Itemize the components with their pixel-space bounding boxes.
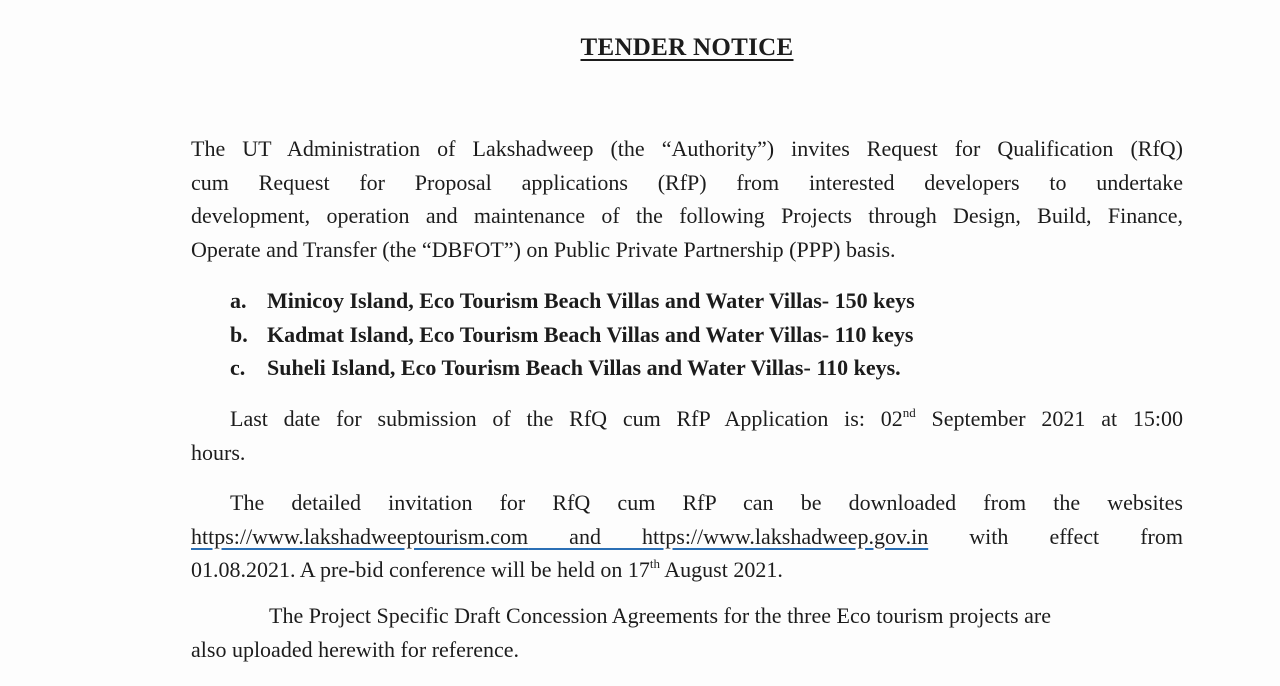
submission-sup: nd [902,405,916,420]
title-text: TENDER NOTICE [580,34,794,61]
submission-suffix: September 2021 at 15:00 [915,406,1183,431]
submission-line-1 [191,402,1183,436]
prebid-suffix: August 2021. [659,557,783,582]
list-marker: c. [230,355,246,381]
agreements-line-2: also uploaded herewith for reference. [191,636,520,662]
after-links-text: with effect from [928,523,1183,549]
list-marker: b. [230,321,248,347]
intro-line-1: The UT Administration of Lakshadweep (the “Authority”) invites Request for Qualification (RfQ) [191,136,1183,161]
list-item-text: Suheli Island, Eco Tourism Beach Villas and Water Villas- 110 keys. [267,355,901,381]
download-line-1-text: The detailed invitation for RfQ cum RfP can be downloaded from the websites [230,490,1183,515]
tourism-website-link[interactable]: https://www.lakshadweeptourism.com [191,523,529,549]
agreements-line-1-text: The Project Specific Draft Concession Agreements for the three Eco tourism projects are [269,603,1051,628]
intro-line-3: development, operation and maintenance of the following Projects through Design, Build, Finance, [191,203,1183,228]
list-item [230,351,1130,385]
list-marker: a. [230,288,247,313]
list-item [230,284,1130,318]
link-joiner: and [528,523,643,549]
list-item [230,318,1130,352]
page-title [0,34,1280,62]
agreements-paragraph [191,599,1183,666]
list-item-text: Kadmat Island, Eco Tourism Beach Villas and Water Villas- 110 keys [267,321,914,347]
project-list [230,284,1130,385]
prebid-sup: th [649,556,660,571]
download-paragraph [191,486,1183,587]
intro-paragraph [191,132,1183,266]
agreements-line-1 [191,599,1183,633]
download-line-1 [191,486,1183,520]
download-line-3 [191,553,1183,587]
lakshadweep-gov-link[interactable]: https://www.lakshadweep.gov.in [642,523,929,549]
list-item-text: Minicoy Island, Eco Tourism Beach Villas and Water Villas- 150 keys [267,288,915,313]
submission-paragraph [191,402,1183,469]
submission-prefix: Last date for submission of the RfQ cum RfP Application is: 02 [230,406,903,431]
download-line-2 [191,520,1183,554]
intro-line-4: Operate and Transfer (the “DBFOT”) on Public Private Partnership (PPP) basis. [191,236,896,262]
prebid-prefix: 01.08.2021. A pre-bid conference will be held on 17 [191,557,650,582]
submission-line-2: hours. [191,439,246,465]
intro-line-2: cum Request for Proposal applications (RfP) from interested developers to undertake [191,169,1183,195]
